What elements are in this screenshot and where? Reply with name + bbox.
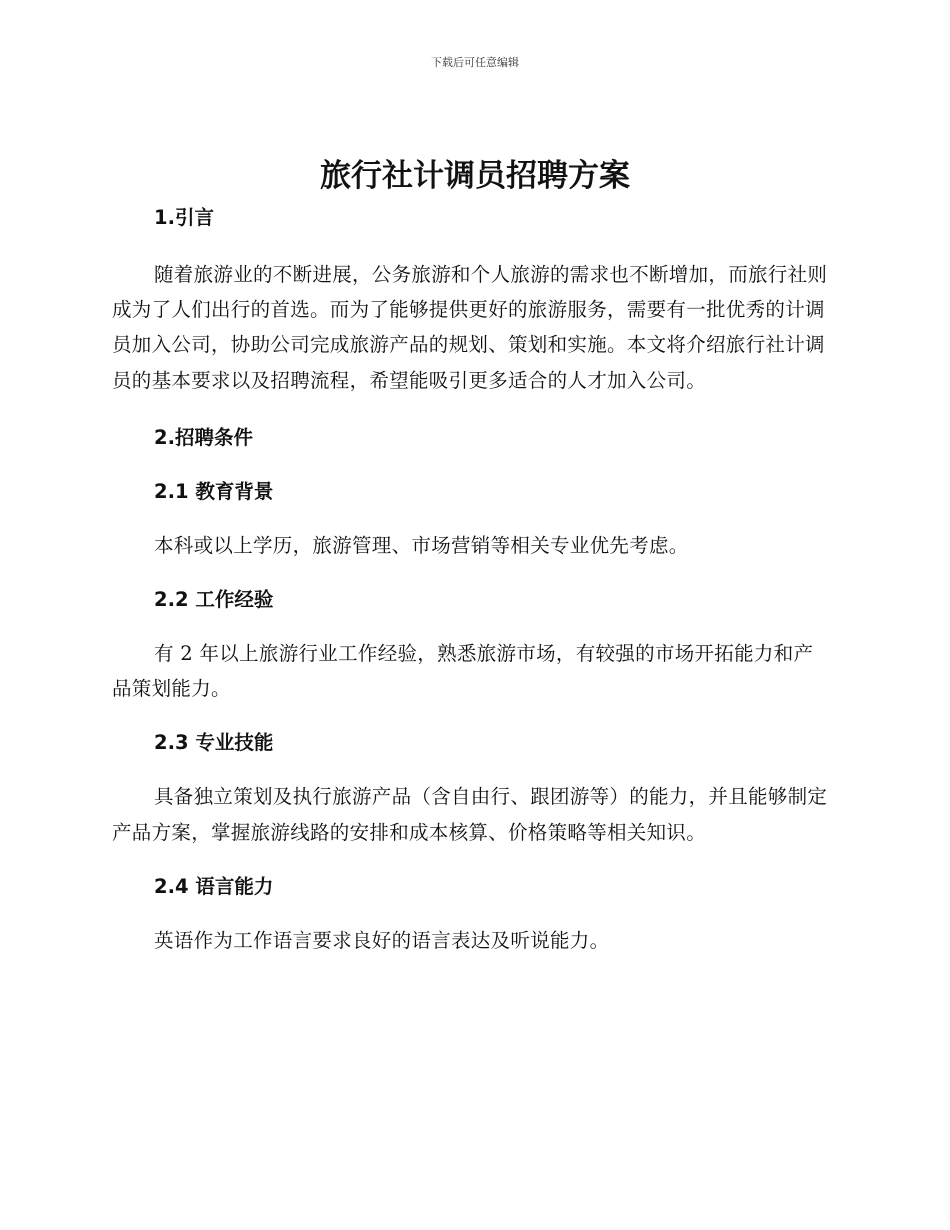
section-heading-education: 2.1 教育背景	[154, 479, 274, 503]
document-body	[112, 200, 832, 958]
section-heading-language: 2.4 语言能力	[154, 874, 274, 898]
document-title: 旅行社计调员招聘方案	[320, 158, 630, 194]
section-heading-conditions: 2.招聘条件	[154, 425, 253, 449]
section-heading-skills: 2.3 专业技能	[154, 731, 274, 755]
header-note: 下载后可任意编辑	[431, 56, 519, 69]
section-heading-intro: 1.引言	[154, 206, 214, 229]
paragraph-skills: 具备独立策划及执行旅游产品（含自由行、跟团游等）的能力，并且能够制定产品方案，掌握旅游线路的安排和成本核算、价格策略等相关知识。	[112, 785, 828, 844]
paragraph-experience: 有 2 年以上旅游行业工作经验，熟悉旅游市场，有较强的市场开拓能力和产品策划能力。	[112, 642, 814, 701]
paragraph-intro: 随着旅游业的不断进展，公务旅游和个人旅游的需求也不断增加，而旅行社则成为了人们出行的首选。而为了能够提供更好的旅游服务，需要有一批优秀的计调员加入公司，协助公司完成旅游产品的规划、策划和实施。本文将介绍旅行社计调员的基本要求以及招聘流程，希望能吸引更多适合的人才加入公司。	[112, 263, 828, 392]
paragraph-education: 本科或以上学历，旅游管理、市场营销等相关专业优先考虑。	[154, 533, 689, 557]
section-heading-experience: 2.2 工作经验	[154, 588, 274, 612]
paragraph-language: 英语作为工作语言要求良好的语言表达及听说能力。	[154, 928, 610, 952]
